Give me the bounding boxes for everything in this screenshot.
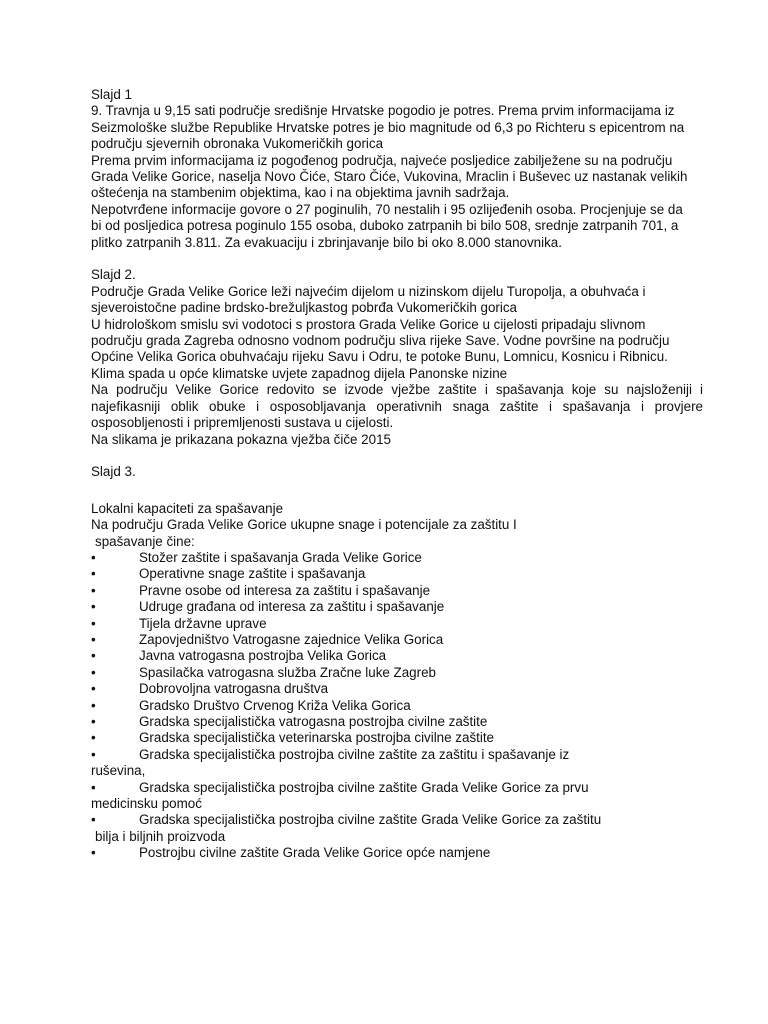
spacer <box>91 481 703 501</box>
slide-2-justified-body <box>91 382 703 415</box>
paragraph-line: Prema prvim informacijama iz pogođenog područja, najveće posljedice zabilježene su na području <box>91 152 673 168</box>
bullet-icon: • <box>91 599 96 615</box>
bullet-icon: • <box>91 681 96 697</box>
bullet-icon: • <box>91 845 96 861</box>
list-item-continuation: bilja i biljnih proizvoda <box>95 828 226 844</box>
list-item-text: Postrojbu civilne zaštite Grada Velike Gorice opće namjene <box>139 845 491 861</box>
list-item <box>91 599 703 615</box>
paragraph-line: Seizmološke službe Republike Hrvatske potres je bio magnitude od 6,3 po Richteru s epicentrom na <box>91 119 685 135</box>
slide-3-intro-line: spašavanje čine: <box>95 533 195 549</box>
paragraph-line: području sjevernih obronaka Vukomeričkih gorica <box>91 136 384 152</box>
paragraph-line: U hidrološkom smislu svi vodotoci s prostora Grada Velike Gorice u cijelosti pripadaju slivnom <box>91 316 646 332</box>
bullet-icon: • <box>91 779 96 795</box>
list-item <box>91 845 703 861</box>
bullet-icon: • <box>91 697 96 713</box>
slide-1-section <box>91 87 703 251</box>
bullet-icon: • <box>91 549 96 565</box>
list-item-text: Dobrovoljna vatrogasna društva <box>139 681 329 697</box>
list-item-text: Tijela državne uprave <box>139 615 267 631</box>
list-item <box>91 730 703 746</box>
list-item <box>91 698 703 714</box>
bullet-icon: • <box>91 631 96 647</box>
slide-1-heading: Slajd 1 <box>91 87 132 102</box>
list-item <box>91 714 703 730</box>
list-item-text: Pravne osobe od interesa za zaštitu i spašavanje <box>139 582 431 598</box>
paragraph-line: oštećenja na stambenim objektima, kao i na objektima javnih sadržaja. <box>91 185 510 201</box>
list-item <box>91 632 703 648</box>
slide-2-section <box>91 267 703 447</box>
paragraph-line: Područje Grada Velike Gorice leži najvećim dijelom u nizinskom dijelu Turopolja, a obuhvaća i <box>91 283 646 299</box>
bullet-icon: • <box>91 648 96 664</box>
capacities-list <box>91 550 703 862</box>
list-item-text: Operativne snage zaštite i spašavanja <box>139 566 366 582</box>
list-item-text: Gradska specijalistička veterinarska postrojba civilne zaštite <box>139 730 495 746</box>
slide-2-heading: Slajd 2. <box>91 267 136 283</box>
list-item-text: Zapovjedništvo Vatrogasne zajednice Velika Gorica <box>139 631 444 647</box>
bullet-icon: • <box>91 566 96 582</box>
paragraph-line: Klima spada u opće klimatske uvjete zapadnog dijela Panonske nizine <box>91 365 508 381</box>
bullet-icon: • <box>91 664 96 680</box>
list-item <box>91 812 703 828</box>
list-item <box>91 550 703 566</box>
slide-2-body <box>91 284 703 382</box>
bullet-icon: • <box>91 582 96 598</box>
list-item-continuation: ruševina, <box>91 763 146 779</box>
bullet-icon: • <box>91 746 96 762</box>
spacer <box>91 251 703 267</box>
list-item-text: Spasilačka vatrogasna služba Zračne luke Zagreb <box>139 664 436 680</box>
list-item <box>91 566 703 582</box>
list-item-text: Gradska specijalistička postrojba civilne zaštite Grada Velike Gorice za zaštitu <box>139 812 602 828</box>
paragraph-line: 9. Travnja u 9,15 sati područje središnje Hrvatske pogodio je potres. Prema prvim informacijama iz <box>91 103 675 119</box>
paragraph-line: Grada Velike Gorice, naselja Novo Čiće, Staro Čiće, Vukovina, Mraclin i Buševec uz nastanak velikih <box>91 169 688 185</box>
document-page <box>91 87 703 862</box>
list-item-text: Gradska specijalistička postrojba civilne zaštite Grada Velike Gorice za prvu <box>139 779 589 795</box>
paragraph-line: plitko zatrpanih 3.811. Za evakuaciju i zbrinjavanje bilo bi oko 8.000 stanovnika. <box>91 234 562 250</box>
paragraph-line: sjeveroistočne padine brdsko-brežuljkastog pobrđa Vukomeričkih gorica <box>91 300 517 316</box>
slide-3-intro-title: Lokalni kapaciteti za spašavanje <box>91 500 284 516</box>
slide-1-body <box>91 103 703 251</box>
paragraph-line: Općine Velika Gorica obuhvaćaju rijeku Savu i Odru, te potoke Bunu, Lomnicu, Kosnicu i Ribnicu. <box>91 349 668 365</box>
list-item <box>91 665 703 681</box>
list-item <box>91 583 703 599</box>
list-item-text: Gradska specijalistička postrojba civilne zaštite za zaštitu i spašavanje iz <box>139 746 570 762</box>
list-item <box>91 747 703 763</box>
bullet-icon: • <box>91 730 96 746</box>
justified-line: najefikasniji oblik obuke i osposobljavanja operativnih snaga zaštite i spašavanja i provjere <box>91 398 703 414</box>
paragraph-line: Na slikama je prikazana pokazna vježba čiče 2015 <box>91 431 391 447</box>
paragraph-line: bi od posljedica potresa poginulo 155 osoba, duboko zatrpanih bi bilo 508, srednje zatrpanih 701, a <box>91 218 679 234</box>
list-item-text: Gradsko Društvo Crvenog Križa Velika Gorica <box>139 697 411 713</box>
list-item-text: Udruge građana od interesa za zaštitu i spašavanje <box>139 599 445 615</box>
slide-3-heading: Slajd 3. <box>91 464 136 480</box>
slide-2-tail <box>91 415 703 448</box>
list-item <box>91 681 703 697</box>
bullet-icon: • <box>91 812 96 828</box>
list-item <box>91 780 703 796</box>
list-item-text: Stožer zaštite i spašavanja Grada Velike Gorice <box>139 549 422 565</box>
list-item-text: Javna vatrogasna postrojba Velika Gorica <box>139 648 387 664</box>
bullet-icon: • <box>91 714 96 729</box>
slide-3-section <box>91 464 703 861</box>
list-item <box>91 616 703 632</box>
spacer <box>91 448 703 464</box>
slide-3-intro-line: Na području Grada Velike Gorice ukupne snage i potencijale za zaštitu I <box>91 517 517 533</box>
paragraph-line: području grada Zagreba odnosno vodnom području sliva rijeke Save. Vodne površine na području <box>91 333 670 349</box>
justified-line: Na području Velike Gorice redovito se izvode vježbe zaštite i spašavanja koje su najsloženiji i <box>91 382 703 398</box>
list-item <box>91 648 703 664</box>
paragraph-line: Nepotvrđene informacije govore o 27 poginulih, 70 nestalih i 95 ozlijeđenih osoba. Procjenjuje se da <box>91 201 683 217</box>
list-item-text: Gradska specijalistička vatrogasna postrojba civilne zaštite <box>139 714 488 729</box>
paragraph-line: osposobljenosti i pripremljenosti sustava u cijelosti. <box>91 415 394 431</box>
bullet-icon: • <box>91 615 96 631</box>
list-item-continuation: medicinsku pomoć <box>91 796 202 812</box>
